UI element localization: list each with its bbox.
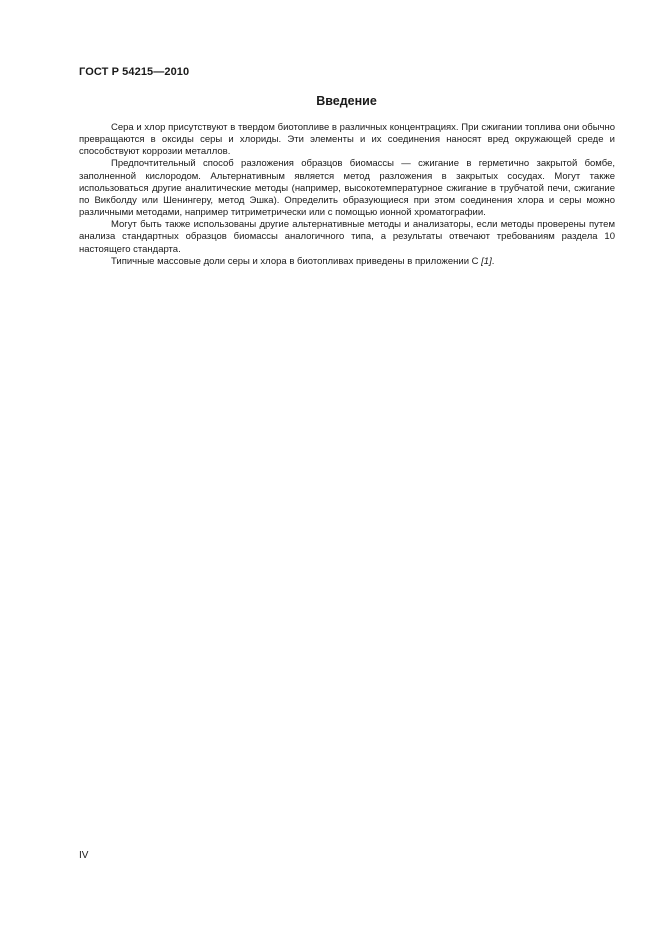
page-number: IV [79,850,89,861]
bibliography-reference: [1] [481,255,492,267]
paragraph-1: Сера и хлор присутствуют в твердом биотопливе в различных концентрациях. При сжигании топлива они обычно превращаются в оксиды серы и хлориды. Эти элементы и их соединения наносят вред окружающей среде и способствуют коррозии металлов. [79,122,615,158]
paragraph-3: Могут быть также использованы другие альтернативные методы и анализаторы, если методы проверены путем анализа стандартных образцов биомассы аналогичного типа, а результаты отвечают требованиям раздела 10 настоящего стандарта. [79,219,615,255]
paragraph-4-end: . [491,255,495,267]
paragraph-4 [79,256,615,268]
paragraph-4-text: Типичные массовые доли серы и хлора в биотопливах приведены в приложении С [111,255,482,267]
body-text [79,122,615,268]
section-title [0,94,661,108]
paragraph-2: Предпочтительный способ разложения образцов биомассы — сжигание в герметично закрытой бомбе, заполненной кислородом. Альтернативным является метод разложения в закрытых сосудах. Могут также использоваться другие аналитические методы (например, высокотемпературное сжигание в трубчатой печи, сжигание по Викболду или Шенингеру, метод Эшка). Определить образующиеся при этом соединения хлора и серы можно различными методами, например титриметрически или с помощью ионной хроматографии. [79,158,615,219]
document-code: ГОСТ Р 54215—2010 [79,66,190,78]
section-title-text: Введение [316,94,377,108]
